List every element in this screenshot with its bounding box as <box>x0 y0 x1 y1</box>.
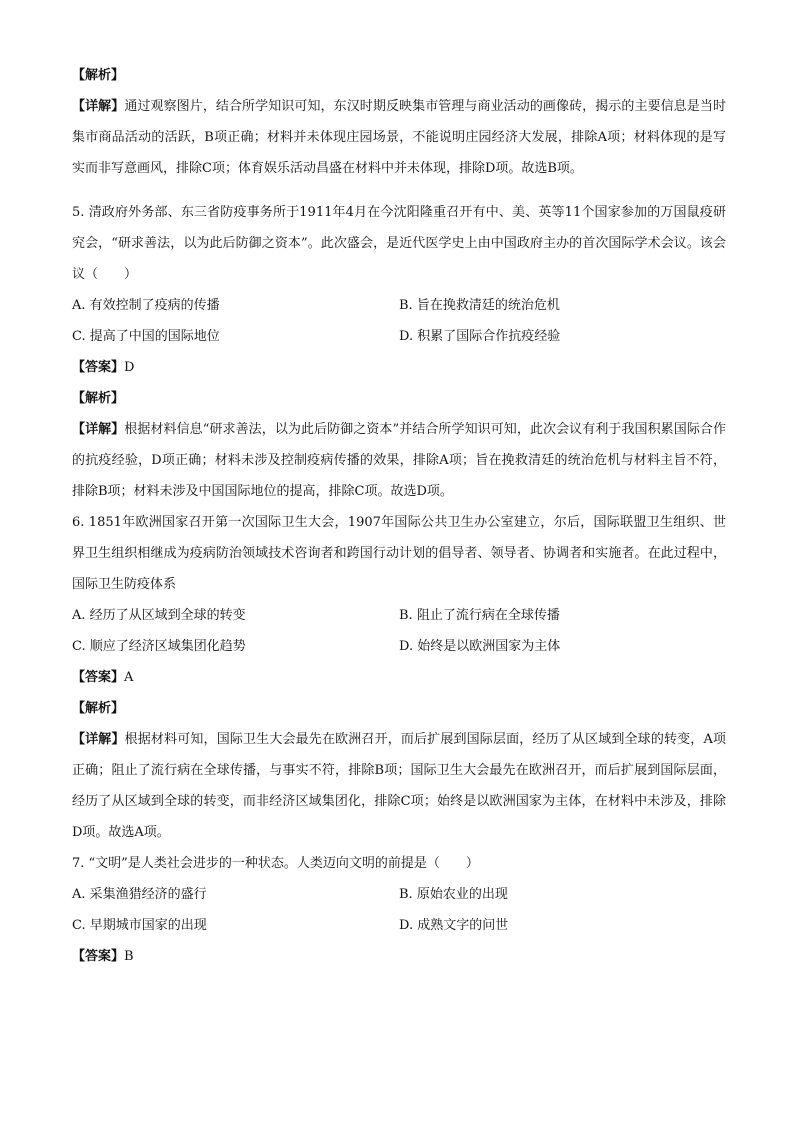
question-stem: 6. 1851年欧洲国家召开第一次国际卫生大会，1907年国际公共卫生办公室建立，尔后，国际联盟卫生组织、世界卫生组织相继成为疫病防治领域技术咨询者和跨国行动计划的倡导者、领导者、协调者和实施者。在此过程中，国际卫生防疫体系 <box>72 515 726 592</box>
answer-tag: 【答案】 <box>72 670 125 685</box>
answer-line <box>72 941 726 972</box>
answer-line <box>72 662 726 693</box>
option-b: B. 阻止了流行病在全球传播 <box>399 608 560 623</box>
detail-text: 根据材料可知，国际卫生大会最先在欧洲召开，而后扩展到国际层面，经历了从区域到全球的转变，A项正确；阻止了流行病在全球传播，与事实不符，排除B项；国际卫生大会最先在欧洲召开，而后扩展到国际层面，经历了从区域到全球的转变，而非经济区域集团化，排除C项；始终是以欧洲国家为主体，在材料中未涉及，排除D项。故选A项。 <box>72 732 726 840</box>
document-page <box>72 60 726 972</box>
answer-value: A <box>124 670 134 685</box>
option-list <box>72 879 726 941</box>
option-b: B. 原始农业的出现 <box>399 887 508 902</box>
detail-paragraph <box>72 91 726 184</box>
analysis-label: 【解析】 <box>72 701 125 716</box>
analysis-label: 【解析】 <box>72 391 125 406</box>
question-stem: 5. 清政府外务部、东三省防疫事务所于1911年4月在今沈阳隆重召开有中、美、英等11个国家参加的万国鼠疫研究会，“研求善法，以为此后防御之资本”。此次盛会，是近代医学史上由中国政府主办的首次国际学术会议。该会议（ ） <box>72 205 726 282</box>
option-a: A. 有效控制了疫病的传播 <box>72 298 220 313</box>
analysis-label: 【解析】 <box>72 68 125 83</box>
question-5 <box>72 197 726 507</box>
option-a: A. 经历了从区域到全球的转变 <box>72 608 246 623</box>
option-c: C. 提高了中国的国际地位 <box>72 329 220 344</box>
question-6 <box>72 507 726 848</box>
option-d: D. 始终是以欧洲国家为主体 <box>399 639 561 654</box>
answer-line <box>72 352 726 383</box>
question-7 <box>72 848 726 972</box>
answer-value: B <box>124 949 134 964</box>
option-b: B. 旨在挽救清廷的统治危机 <box>399 298 560 313</box>
detail-paragraph <box>72 414 726 507</box>
option-a: A. 采集渔猎经济的盛行 <box>72 887 207 902</box>
detail-text: 根据材料信息“研求善法，以为此后防御之资本”并结合所学知识可知，此次会议有利于我国积累国际合作的抗疫经验，D项正确；材料未涉及控制疫病传播的效果，排除A项；旨在挽救清廷的统治危机与材料主旨不符，排除B项；材料未涉及中国国际地位的提高，排除C项。故选D项。 <box>72 422 726 499</box>
detail-tag: 【详解】 <box>72 422 125 437</box>
answer-tag: 【答案】 <box>72 360 125 375</box>
answer-value: D <box>124 360 135 375</box>
detail-paragraph <box>72 724 726 848</box>
option-list <box>72 600 726 662</box>
detail-tag: 【详解】 <box>72 99 125 114</box>
option-d: D. 成熟文字的问世 <box>399 918 509 933</box>
detail-tag: 【详解】 <box>72 732 125 747</box>
question-stem: 7. “文明”是人类社会进步的一种状态。人类迈向文明的前提是（ ） <box>72 856 479 871</box>
option-d: D. 积累了国际合作抗疫经验 <box>399 329 561 344</box>
option-list <box>72 290 726 352</box>
answer-tag: 【答案】 <box>72 949 125 964</box>
option-c: C. 早期城市国家的出现 <box>72 918 207 933</box>
option-c: C. 顺应了经济区域集团化趋势 <box>72 639 246 654</box>
detail-text: 通过观察图片，结合所学知识可知，东汉时期反映集市管理与商业活动的画像砖，揭示的主要信息是当时集市商品活动的活跃，B项正确；材料并未体现庄园场景，不能说明庄园经济大发展，排除A项；材料体现的是写实而非写意画风，排除C项；体育娱乐活动昌盛在材料中并未体现，排除D项。故选B项。 <box>72 99 726 176</box>
